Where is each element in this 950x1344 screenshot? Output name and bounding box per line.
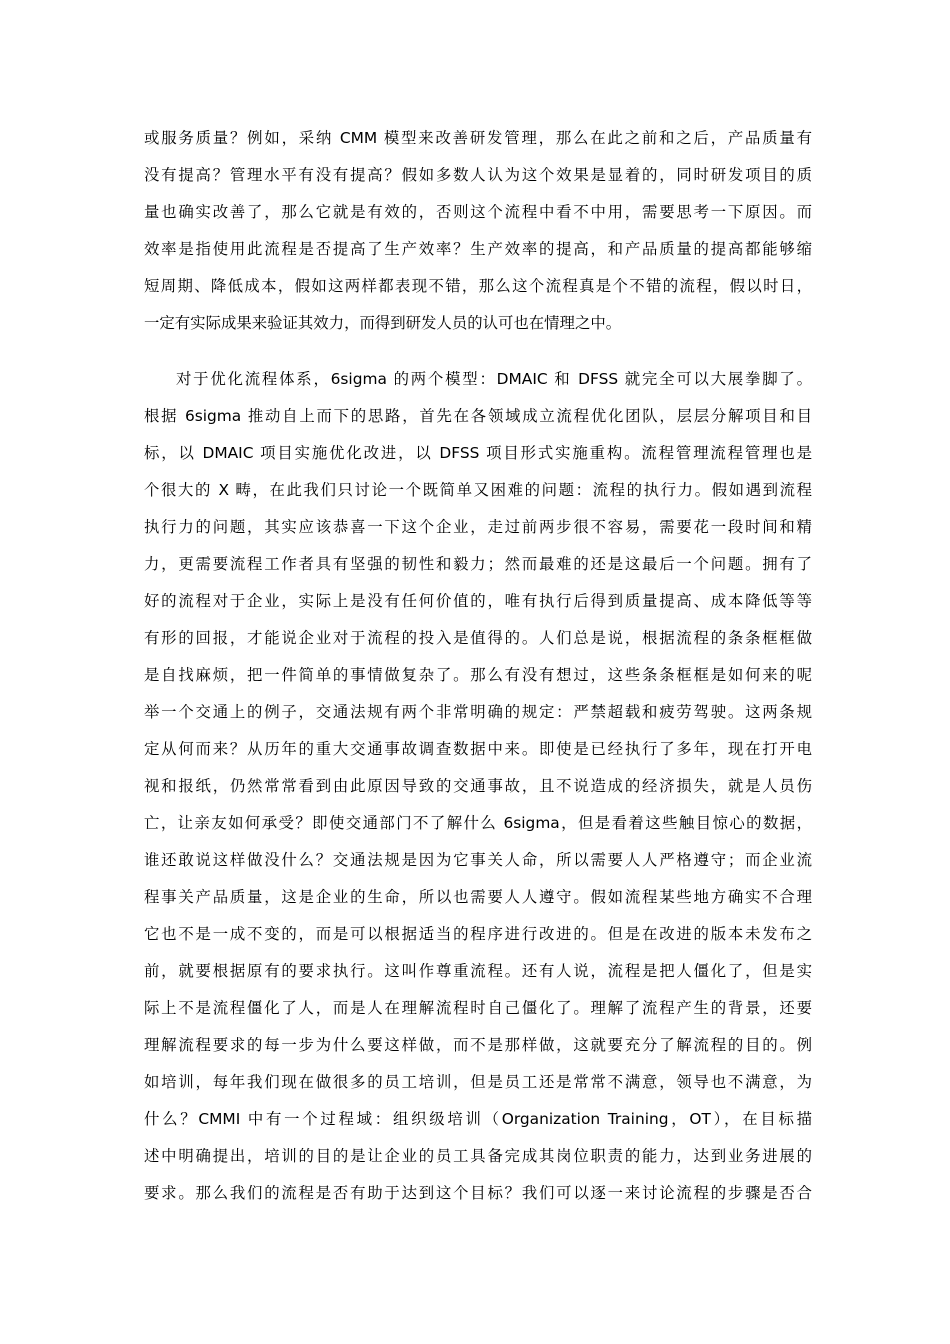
- text-line: 如培训，每年我们现在做很多的员工培训，但是员工还是常常不满意，领导也不满意，为: [144, 1073, 812, 1091]
- text-line: 个很大的 X 畴，在此我们只讨论一个既简单又困难的问题：流程的执行力。假如遇到流程: [144, 481, 812, 499]
- paragraph-2: [144, 366, 812, 1216]
- text-line: 标，以 DMAIC 项目实施优化改进，以 DFSS 项目形式实施重构。流程管理流程管理也是: [144, 444, 812, 462]
- text-line: 量也确实改善了，那么它就是有效的，否则这个流程中看不中用，需要思考一下原因。而: [144, 203, 812, 221]
- text-line: 举一个交通上的例子，交通法规有两个非常明确的规定：严禁超载和疲劳驾驶。这两条规: [144, 703, 812, 721]
- text-line: 谁还敢说这样做没什么？交通法规是因为它事关人命，所以需要人人严格遵守；而企业流: [144, 851, 812, 869]
- text-line: 它也不是一成不变的，而是可以根据适当的程序进行改进的。但是在改进的版本未发布之: [144, 925, 812, 943]
- text-line: 力，更需要流程工作者具有坚强的韧性和毅力；然而最难的还是这最后一个问题。拥有了: [144, 555, 812, 573]
- text-line: 一定有实际成果来验证其效力，而得到研发人员的认可也在情理之中。: [144, 314, 622, 332]
- text-line: 程事关产品质量，这是企业的生命，所以也需要人人遵守。假如流程某些地方确实不合理: [144, 888, 812, 906]
- text-line: 好的流程对于企业，实际上是没有任何价值的，唯有执行后得到质量提高、成本降低等等: [144, 592, 812, 610]
- text-line: 对于优化流程体系，6sigma 的两个模型：DMAIC 和 DFSS 就完全可以大展拳脚了。: [176, 370, 812, 388]
- text-line: 际上不是流程僵化了人，而是人在理解流程时自己僵化了。理解了流程产生的背景，还要: [144, 999, 812, 1017]
- text-line: 执行力的问题，其实应该恭喜一下这个企业，走过前两步很不容易，需要花一段时间和精: [144, 518, 812, 536]
- text-line: 短周期、降低成本，假如这两样都表现不错，那么这个流程真是个不错的流程，假以时日，: [144, 277, 812, 295]
- text-line: 或服务质量？例如，采纳 CMM 模型来改善研发管理，那么在此之前和之后，产品质量有: [144, 129, 812, 147]
- paragraph-1: [144, 125, 812, 341]
- text-line: 没有提高？管理水平有没有提高？假如多数人认为这个效果是显着的，同时研发项目的质: [144, 166, 812, 184]
- text-line: 亡，让亲友如何承受？即使交通部门不了解什么 6sigma，但是看着这些触目惊心的数据，: [144, 814, 812, 832]
- text-line: 视和报纸，仍然常常看到由此原因导致的交通事故，且不说造成的经济损失，就是人员伤: [144, 777, 812, 795]
- text-line: 有形的回报，才能说企业对于流程的投入是值得的。人们总是说，根据流程的条条框框做: [144, 629, 812, 647]
- text-line: 是自找麻烦，把一件简单的事情做复杂了。那么有没有想过，这些条条框框是如何来的呢: [144, 666, 812, 684]
- text-line: 述中明确提出，培训的目的是让企业的员工具备完成其岗位职责的能力，达到业务进展的: [144, 1147, 812, 1165]
- text-line: 前，就要根据原有的要求执行。这叫作尊重流程。还有人说，流程是把人僵化了，但是实: [144, 962, 812, 980]
- text-line: 什么？CMMI 中有一个过程域：组织级培训（Organization Training，OT），在目标描: [144, 1110, 812, 1128]
- text-line: 理解流程要求的每一步为什么要这样做，而不是那样做，这就要充分了解流程的目的。例: [144, 1036, 812, 1054]
- text-line: 定从何而来？从历年的重大交通事故调查数据中来。即使是已经执行了多年，现在打开电: [144, 740, 812, 758]
- text-line: 根据 6sigma 推动自上而下的思路，首先在各领域成立流程优化团队，层层分解项目和目: [144, 407, 812, 425]
- text-line: 要求。那么我们的流程是否有助于达到这个目标？我们可以逐一来讨论流程的步骤是否合: [144, 1184, 812, 1202]
- text-line: 效率是指使用此流程是否提高了生产效率？生产效率的提高，和产品质量的提高都能够缩: [144, 240, 812, 258]
